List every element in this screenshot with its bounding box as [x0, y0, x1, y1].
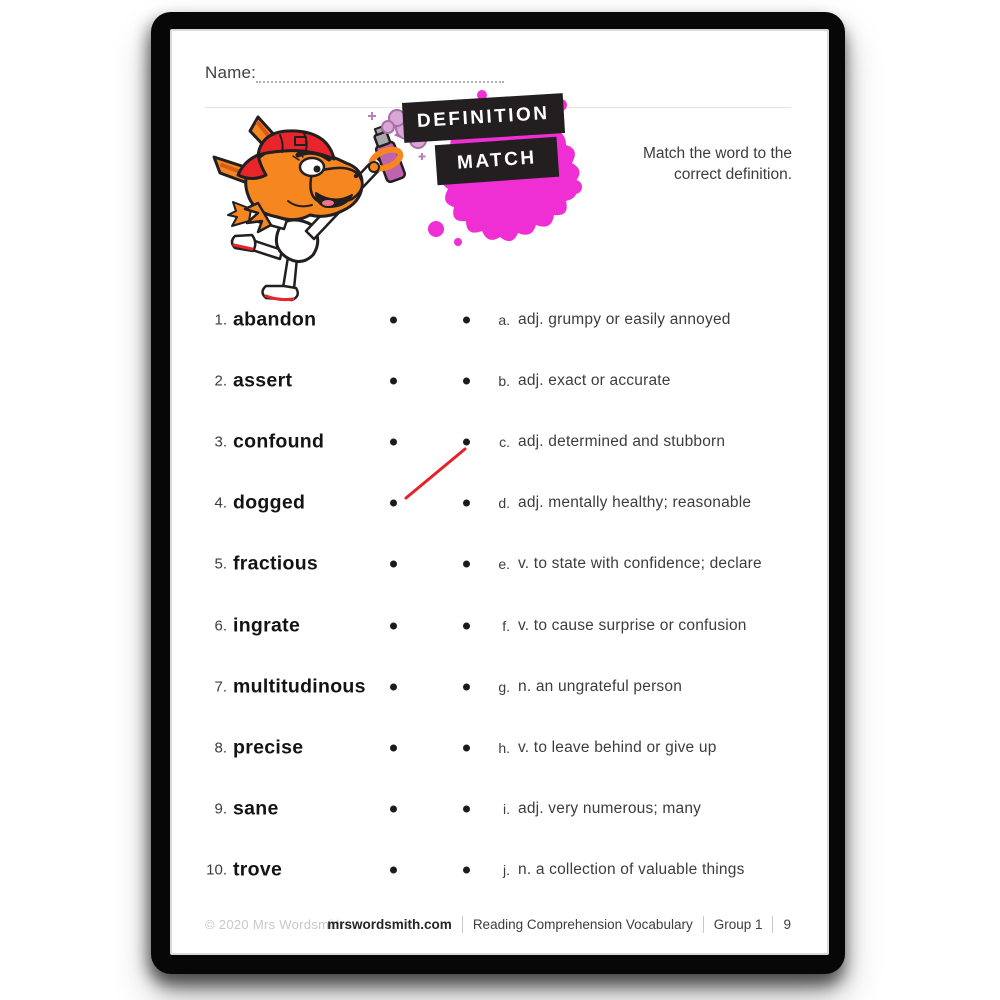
footer-group: Group 1 [713, 916, 763, 932]
definition-text: adj. exact or accurate [518, 371, 671, 389]
word: ingrate [233, 614, 301, 637]
match-row-8 [172, 717, 827, 778]
word-number: 1. [214, 311, 227, 329]
match-row-2 [172, 350, 827, 411]
word-bullet[interactable] [390, 561, 397, 568]
instruction-line1: Match the word to the [642, 145, 792, 162]
word: abandon [233, 308, 317, 331]
definition-text: adj. mentally healthy; reasonable [518, 494, 752, 512]
match-row-3 [172, 411, 827, 472]
title-banner-definition: DEFINITION [402, 93, 565, 143]
word: precise [233, 736, 304, 759]
definition-text: adj. grumpy or easily annoyed [518, 310, 731, 328]
word-number: 8. [214, 739, 227, 757]
definition-text: adj. determined and stubborn [518, 432, 726, 450]
word-number: 2. [214, 372, 227, 390]
title-banner-match: MATCH [435, 137, 559, 185]
word-number: 5. [214, 555, 227, 573]
word-bullet[interactable] [390, 867, 397, 874]
definition-letter: i. [503, 801, 510, 818]
word-number: 10. [206, 861, 227, 879]
word-number: 6. [214, 617, 227, 635]
page-frame [151, 12, 845, 974]
word: assert [233, 369, 293, 392]
match-row-4 [172, 473, 827, 534]
definition-text: v. to cause surprise or confusion [518, 616, 747, 634]
worksheet-page [170, 29, 829, 955]
definition-text: n. a collection of valuable things [518, 861, 745, 879]
match-row-10 [172, 840, 827, 901]
word-bullet[interactable] [390, 806, 397, 813]
definition-letter: h. [498, 739, 510, 756]
definition-letter: e. [498, 556, 510, 573]
word-number: 7. [214, 678, 227, 696]
word-number: 9. [214, 800, 227, 818]
footer-website: mrswordsmith.com [327, 916, 452, 932]
definition-text: v. to leave behind or give up [518, 738, 717, 756]
name-label: Name: [205, 63, 257, 82]
definition-letter: g. [498, 678, 510, 695]
definition-letter: d. [498, 495, 510, 512]
word-number: 4. [214, 494, 227, 512]
mascot-illustration [200, 107, 428, 305]
match-row-7 [172, 656, 827, 717]
word-bullet[interactable] [390, 622, 397, 629]
copyright-text: © 2020 Mrs Wordsmith [205, 917, 344, 932]
definition-letter: j. [503, 862, 510, 879]
definition-text: v. to state with confidence; declare [518, 555, 762, 573]
instruction-text [562, 143, 792, 185]
footer-separator [772, 916, 773, 933]
word: fractious [233, 552, 319, 575]
footer-series: Reading Comprehension Vocabulary [472, 916, 693, 932]
word: confound [233, 430, 325, 453]
match-list [172, 289, 827, 901]
match-row-5 [172, 534, 827, 595]
match-row-9 [172, 779, 827, 840]
match-row-6 [172, 595, 827, 656]
connection-line [397, 439, 477, 509]
word-bullet[interactable] [390, 500, 397, 507]
definition-letter: f. [502, 617, 510, 634]
word-bullet[interactable] [390, 438, 397, 445]
word-bullet[interactable] [390, 377, 397, 384]
definition-text: adj. very numerous; many [518, 800, 702, 818]
word-bullet[interactable] [390, 683, 397, 690]
definition-letter: c. [499, 433, 510, 450]
footer-info [327, 913, 791, 935]
word-bullet[interactable] [390, 744, 397, 751]
word: dogged [233, 491, 306, 514]
definition-text: n. an ungrateful person [518, 677, 683, 695]
definition-letter: a. [498, 311, 510, 328]
name-input-line[interactable] [256, 59, 504, 83]
footer-page-number: 9 [783, 916, 791, 932]
word-number: 3. [214, 433, 227, 451]
word: trove [233, 858, 283, 881]
word: sane [233, 797, 279, 820]
word-bullet[interactable] [390, 316, 397, 323]
word: multitudinous [233, 675, 366, 698]
footer-separator [462, 916, 463, 933]
definition-letter: b. [498, 372, 510, 389]
instruction-line2: correct definition. [673, 166, 792, 183]
footer-separator [703, 916, 704, 933]
